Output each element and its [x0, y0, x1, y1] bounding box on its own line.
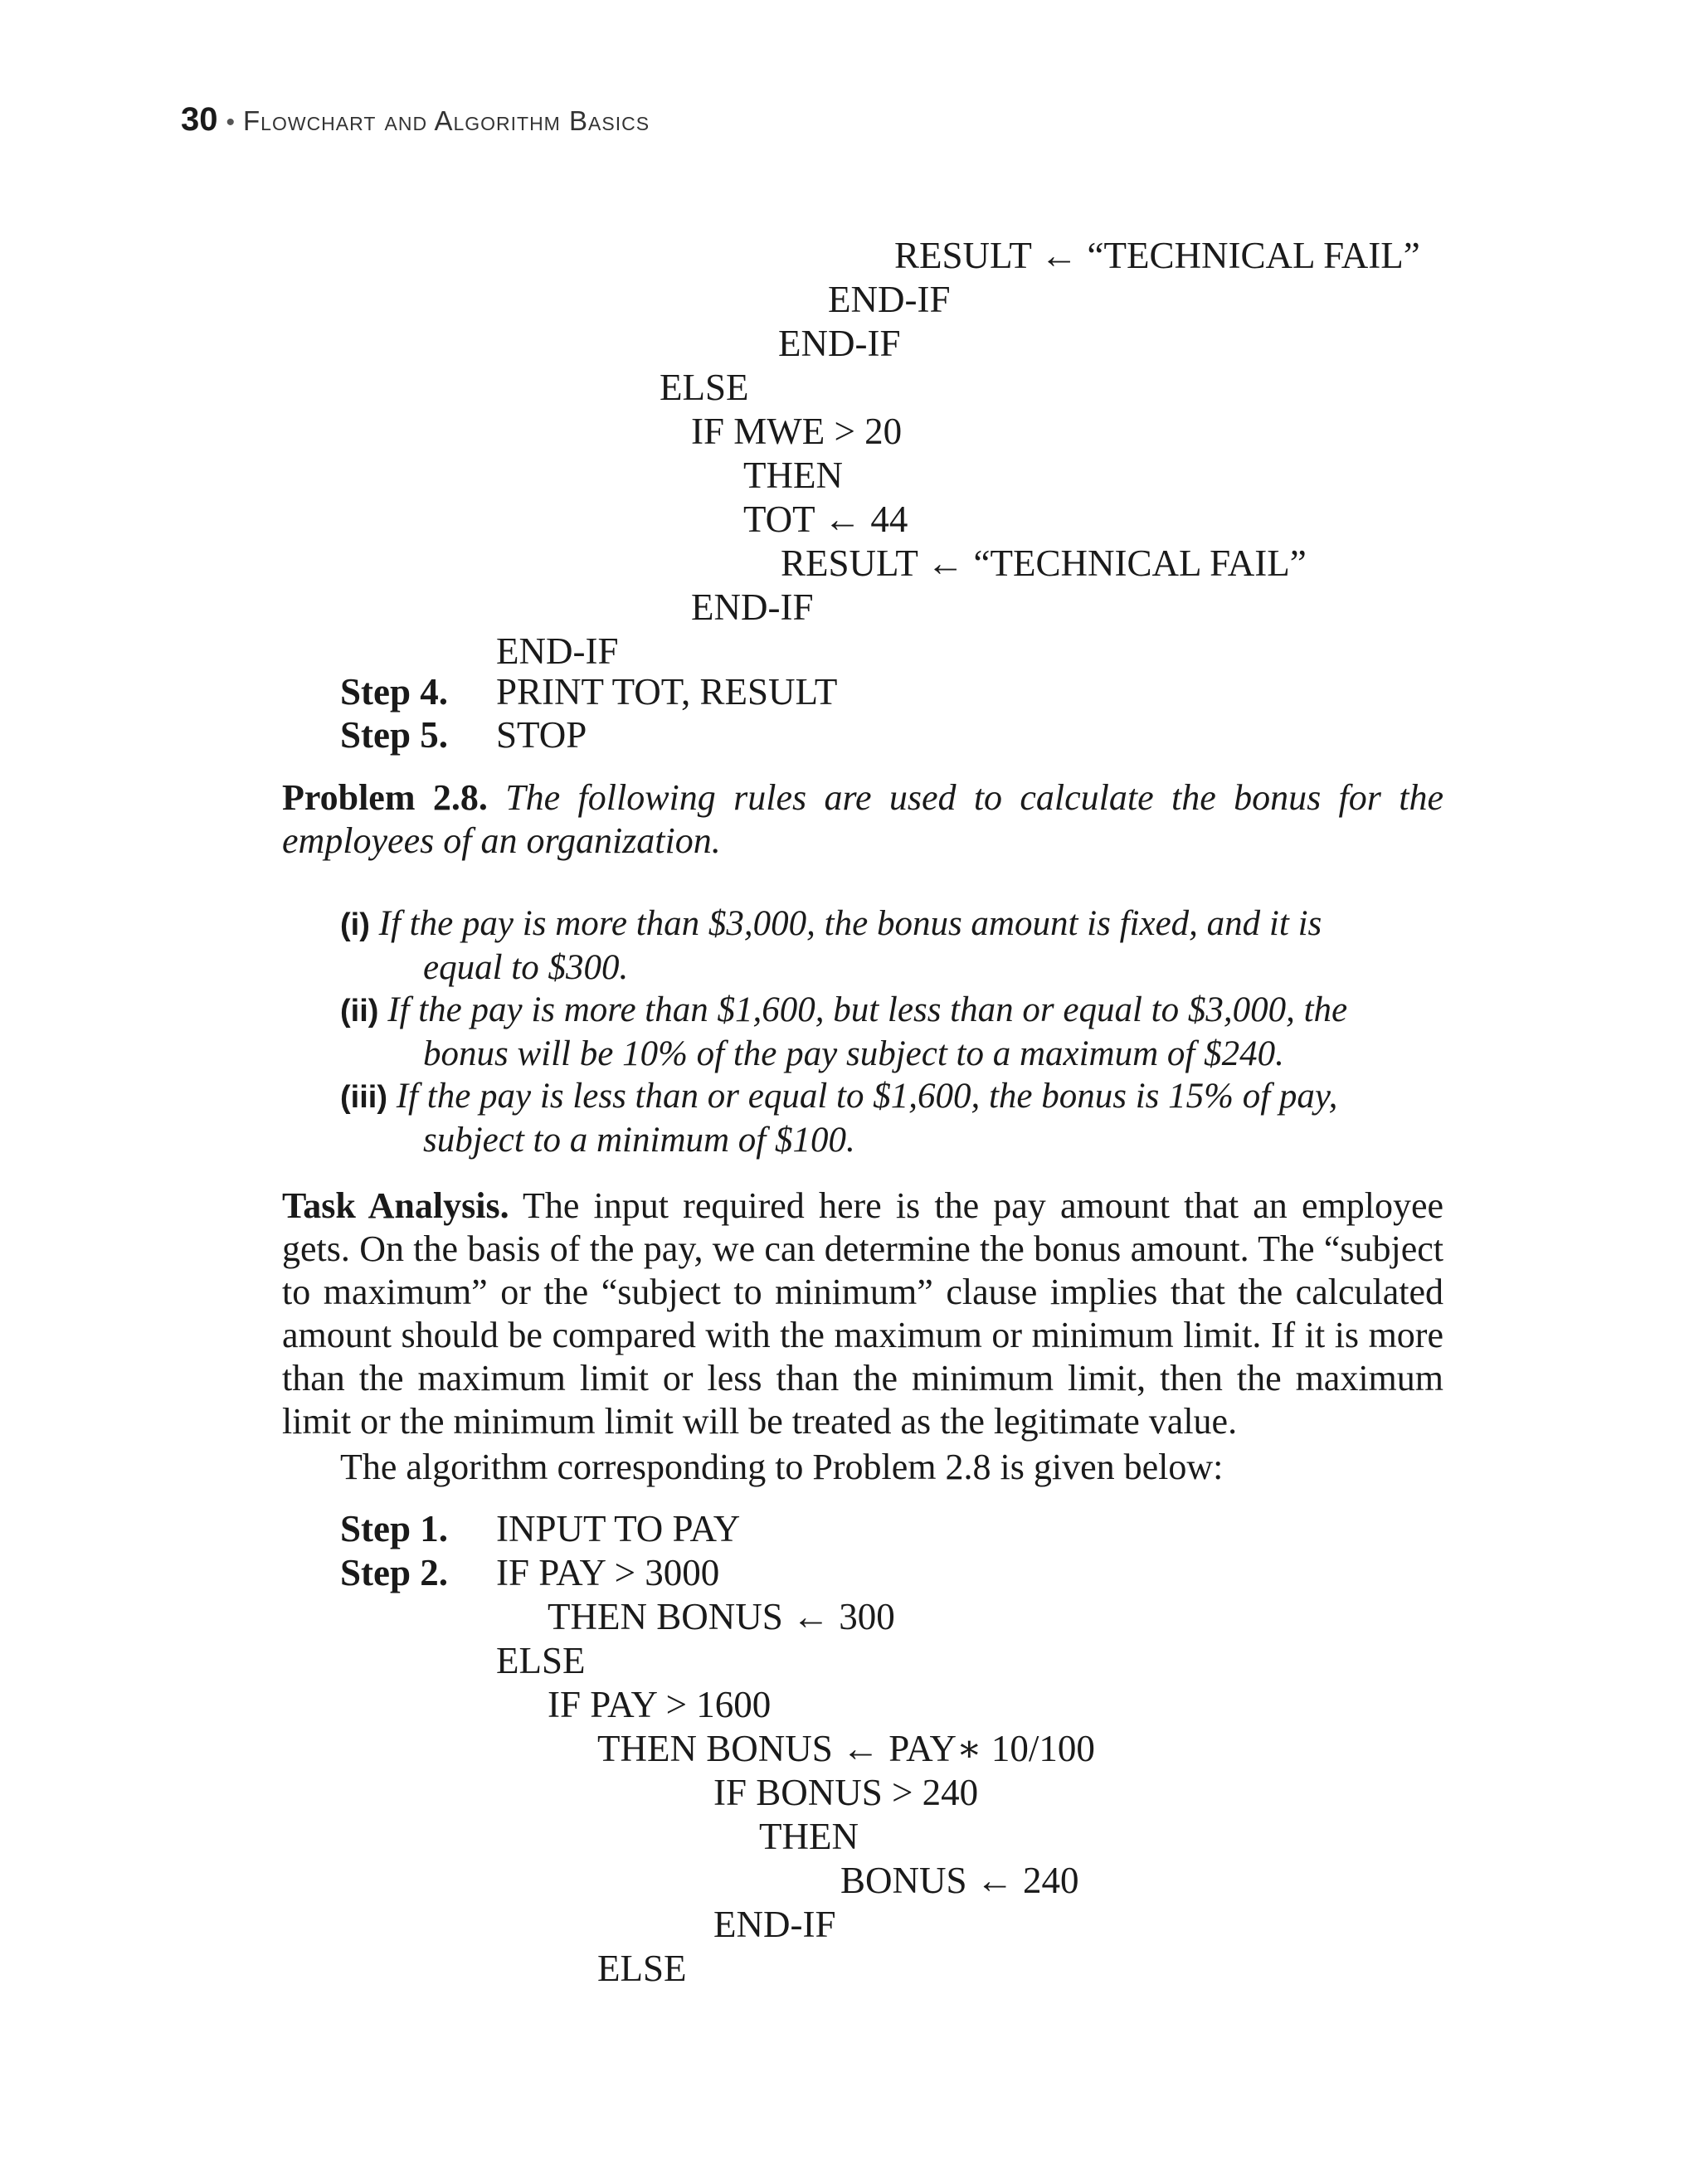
step-text: INPUT TO PAY — [496, 1508, 741, 1549]
algo-line: THEN — [743, 455, 843, 496]
task-text: The input required here is the pay amount that an employee gets. On the basis of the pay, we can determine the bonus amount. The “subject to maximum” or the “subject to minimum” clause implies that the calculated amount should be compared with the maximum or minimum limit. If it is more than the maximum limit or less than the minimum limit, then the maximum limit or the minimum limit will be treated as the legitimate value. — [282, 1185, 1443, 1442]
rule-text: If the pay is less than or equal to $1,600, the bonus is 15% of pay, — [396, 1077, 1338, 1116]
algo-line: END-IF — [496, 630, 619, 672]
step-label: Step 2. — [340, 1552, 449, 1593]
rule-item — [340, 1075, 1435, 1162]
algo-line: BONUS ← 240 — [840, 1860, 1079, 1901]
step-label: Step 1. — [340, 1508, 449, 1549]
problem-statement — [282, 776, 1443, 863]
rule-text-continued: subject to a minimum of $100. — [423, 1121, 855, 1160]
step-label: Step 4. — [340, 671, 449, 713]
algo-line: END-IF — [691, 586, 814, 628]
header-separator: • — [226, 109, 236, 136]
algo-line: TOT ← 44 — [743, 499, 908, 540]
rule-item — [340, 902, 1435, 990]
task-analysis — [282, 1184, 1443, 1443]
rule-number: (iii) — [340, 1080, 387, 1115]
rule-item — [340, 989, 1435, 1076]
algo-line: RESULT ← “TECHNICAL FAIL” — [894, 235, 1420, 276]
rule-text: If the pay is more than $1,600, but less than or equal to $3,000, the — [387, 990, 1348, 1029]
algo-line: THEN BONUS ← 300 — [548, 1596, 895, 1637]
algo-line: END-IF — [778, 323, 901, 364]
algo-line: END-IF — [828, 279, 951, 320]
algo-line: END-IF — [713, 1904, 836, 1945]
rule-number: (i) — [340, 907, 370, 942]
algo-line: THEN — [759, 1816, 859, 1857]
algo-line: IF MWE > 20 — [691, 411, 903, 452]
problem-text: The following rules are used to calculate the bonus for the employees of an organization. — [282, 777, 1443, 861]
step-text: IF PAY > 3000 — [496, 1552, 720, 1593]
algo-line: ELSE — [597, 1948, 687, 1989]
rule-text: If the pay is more than $3,000, the bonus amount is fixed, and it is — [378, 904, 1322, 943]
algorithm-intro: The algorithm corresponding to Problem 2.8 is given below: — [340, 1447, 1224, 1487]
algo-line: IF BONUS > 240 — [713, 1772, 979, 1813]
page-number: 30 — [181, 101, 218, 138]
algo-line: RESULT ← “TECHNICAL FAIL” — [781, 542, 1307, 584]
problem-label: Problem 2.8. — [282, 777, 488, 818]
rule-text-continued: bonus will be 10% of the pay subject to a maximum of $240. — [423, 1034, 1284, 1073]
algo-line: ELSE — [660, 367, 749, 408]
rule-number: (ii) — [340, 994, 379, 1029]
task-label: Task Analysis. — [282, 1185, 509, 1226]
rule-text-continued: equal to $300. — [423, 948, 629, 987]
algo-line: THEN BONUS ← PAY∗ 10/100 — [597, 1728, 1095, 1769]
algo-line: ELSE — [496, 1640, 586, 1681]
step-text: PRINT TOT, RESULT — [496, 671, 838, 713]
step-text: STOP — [496, 714, 587, 756]
step-label: Step 5. — [340, 714, 449, 756]
running-header — [181, 101, 650, 139]
header-title: Flowchart and Algorithm Basics — [243, 105, 650, 136]
algo-line: IF PAY > 1600 — [548, 1684, 772, 1725]
